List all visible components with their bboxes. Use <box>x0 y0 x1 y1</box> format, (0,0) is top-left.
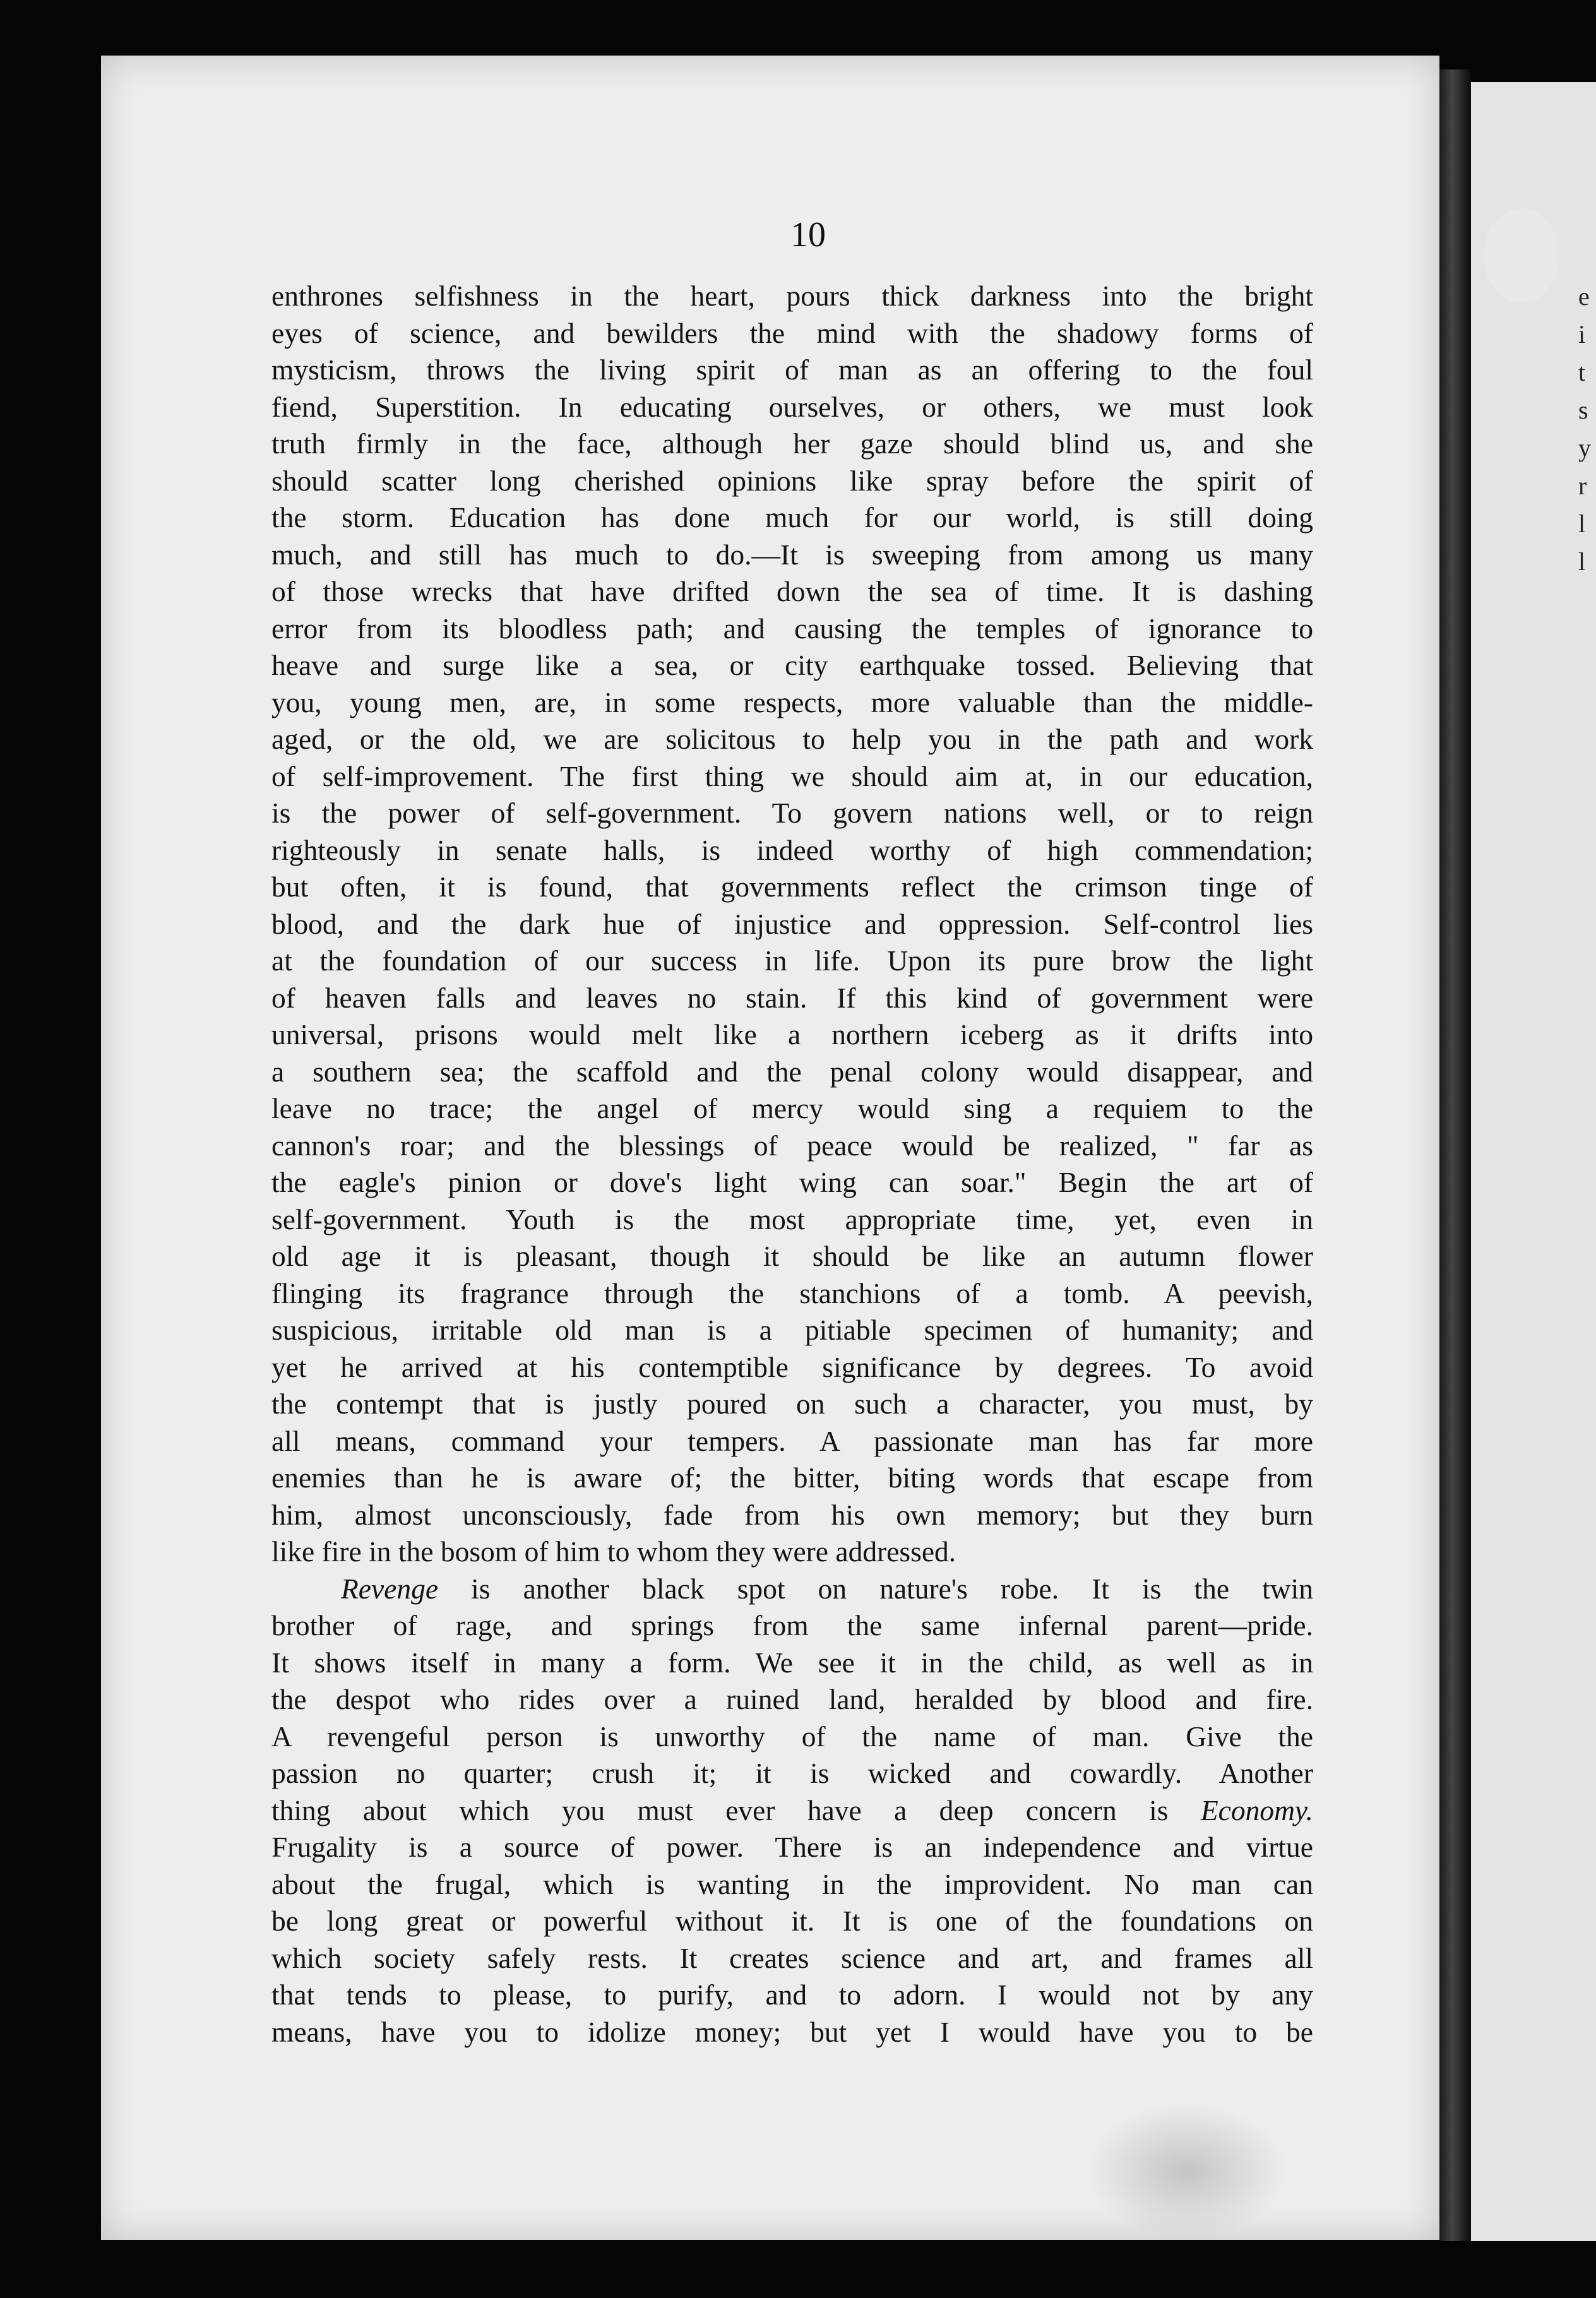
text-line: mysticism, throws the living spirit of man as an offering to the foul <box>271 354 1313 386</box>
text-line: fiend, Superstition. In educating ourselves, or others, we must look <box>271 390 1313 423</box>
text-line: truth firmly in the face, although her gaze should blind us, and she <box>271 427 1313 460</box>
text-line: the eagle's pinion or dove's light wing can soar." Begin the art of <box>271 1166 1313 1198</box>
text-line: the storm. Education has done much for our world, is still doing <box>271 501 1313 533</box>
text-line: flinging its fragrance through the stanchions of a tomb. A peevish, <box>271 1277 1313 1309</box>
text-line: of heaven falls and leaves no stain. If this kind of government were <box>271 981 1313 1014</box>
text-line: of those wrecks that have drifted down the sea of time. It is dashing <box>271 575 1313 607</box>
text-line: all means, command your tempers. A passionate man has far more <box>271 1424 1313 1457</box>
text-line: error from its bloodless path; and causing the temples of ignorance to <box>271 612 1313 645</box>
text-line: should scatter long cherished opinions like spray before the spirit of <box>271 464 1313 497</box>
text-line: righteously in senate halls, is indeed worthy of high commendation; <box>271 833 1313 866</box>
italic-word: Revenge <box>341 1572 439 1605</box>
text-line: him, almost unconsciously, fade from his own memory; but they burn <box>271 1498 1313 1531</box>
text-line: Frugality is a source of power. There is an independence and virtue <box>271 1831 1313 1863</box>
text-line: self-government. Youth is the most appropriate time, yet, even in <box>271 1203 1313 1235</box>
page-number: 10 <box>790 215 826 254</box>
text-fragment: thing about which you must ever have a deep concern is <box>271 1794 1201 1826</box>
text-line: a southern sea; the scaffold and the penal colony would disappear, and <box>271 1055 1313 1088</box>
text-fragment: is another black spot on nature's robe. It is the twin <box>438 1572 1313 1605</box>
text-line: eyes of science, and bewilders the mind with the shadowy forms of <box>271 316 1313 349</box>
text-line: at the foundation of our success in life. Upon its pure brow the light <box>271 944 1313 977</box>
facing-page-edge <box>1471 82 1596 2241</box>
text-line: is the power of self-government. To govern nations well, or to reign <box>271 797 1313 829</box>
facing-page-letter: l <box>1578 547 1586 576</box>
text-line: yet he arrived at his contemptible significance by degrees. To avoid <box>271 1350 1313 1383</box>
text-line: but often, it is found, that governments reflect the crimson tinge of <box>271 871 1313 903</box>
text-line: old age it is pleasant, though it should be like an autumn flower <box>271 1240 1313 1272</box>
facing-page-letters <box>1578 278 1596 581</box>
facing-page-letter: y <box>1578 434 1591 462</box>
facing-page-letter: r <box>1578 472 1587 500</box>
text-line: be long great or powerful without it. It is one of the foundations on <box>271 1905 1313 1937</box>
text-line: the despot who rides over a ruined land, heralded by blood and fire. <box>271 1683 1313 1715</box>
facing-page-letter: e <box>1578 282 1590 311</box>
text-line: which society safely rests. It creates science and art, and frames all <box>271 1941 1313 1974</box>
page-smudge <box>1086 2102 1288 2241</box>
facing-page-letter: l <box>1578 509 1586 538</box>
text-line: aged, or the old, we are solicitous to help you in the path and work <box>271 723 1313 755</box>
text-line: the contempt that is justly poured on such a character, you must, by <box>271 1388 1313 1420</box>
facing-page-letter: i <box>1578 320 1586 348</box>
text-line: brother of rage, and springs from the same infernal parent—pride. <box>271 1609 1313 1641</box>
book-gutter <box>1439 69 1471 2241</box>
text-line: of self-improvement. The first thing we should aim at, in our education, <box>271 759 1313 792</box>
text-line <box>271 1792 1313 1830</box>
text-line: means, have you to idolize money; but yet I would have you to be <box>271 2015 1313 2048</box>
facing-page-letter: s <box>1578 396 1588 424</box>
text-line: leave no trace; the angel of mercy would sing a requiem to the <box>271 1092 1313 1124</box>
text-line: enthrones selfishness in the heart, pours thick darkness into the bright <box>271 280 1313 312</box>
text-line: universal, prisons would melt like a northern iceberg as it drifts into <box>271 1018 1313 1051</box>
text-line: heave and surge like a sea, or city earthquake tossed. Believing that <box>271 649 1313 681</box>
text-line: like fire in the bosom of him to whom they were addressed. <box>271 1535 956 1568</box>
text-line: blood, and the dark hue of injustice and oppression. Self-control lies <box>271 907 1313 940</box>
text-line: suspicious, irritable old man is a pitiable specimen of humanity; and <box>271 1314 1313 1346</box>
text-line: A revengeful person is unworthy of the name of man. Give the <box>271 1720 1313 1753</box>
text-line: you, young men, are, in some respects, more valuable than the middle- <box>271 686 1313 718</box>
italic-word: Economy. <box>1200 1794 1313 1826</box>
facing-page-letter: t <box>1578 358 1586 386</box>
text-line: much, and still has much to do.—It is sweeping from among us many <box>271 538 1313 571</box>
text-line: It shows itself in many a form. We see it in the child, as well as in <box>271 1646 1313 1679</box>
text-line: about the frugal, which is wanting in the improvident. No man can <box>271 1867 1313 1900</box>
dust-spot <box>1484 208 1559 303</box>
text-line: cannon's roar; and the blessings of peace would be realized, " far as <box>271 1129 1313 1162</box>
text-line: that tends to please, to purify, and to adorn. I would not by any <box>271 1979 1313 2011</box>
text-line <box>271 1571 1313 1608</box>
text-line: passion no quarter; crush it; it is wicked and cowardly. Another <box>271 1757 1313 1789</box>
body-text <box>271 278 1313 2051</box>
text-line: enemies than he is aware of; the bitter, biting words that escape from <box>271 1462 1313 1494</box>
